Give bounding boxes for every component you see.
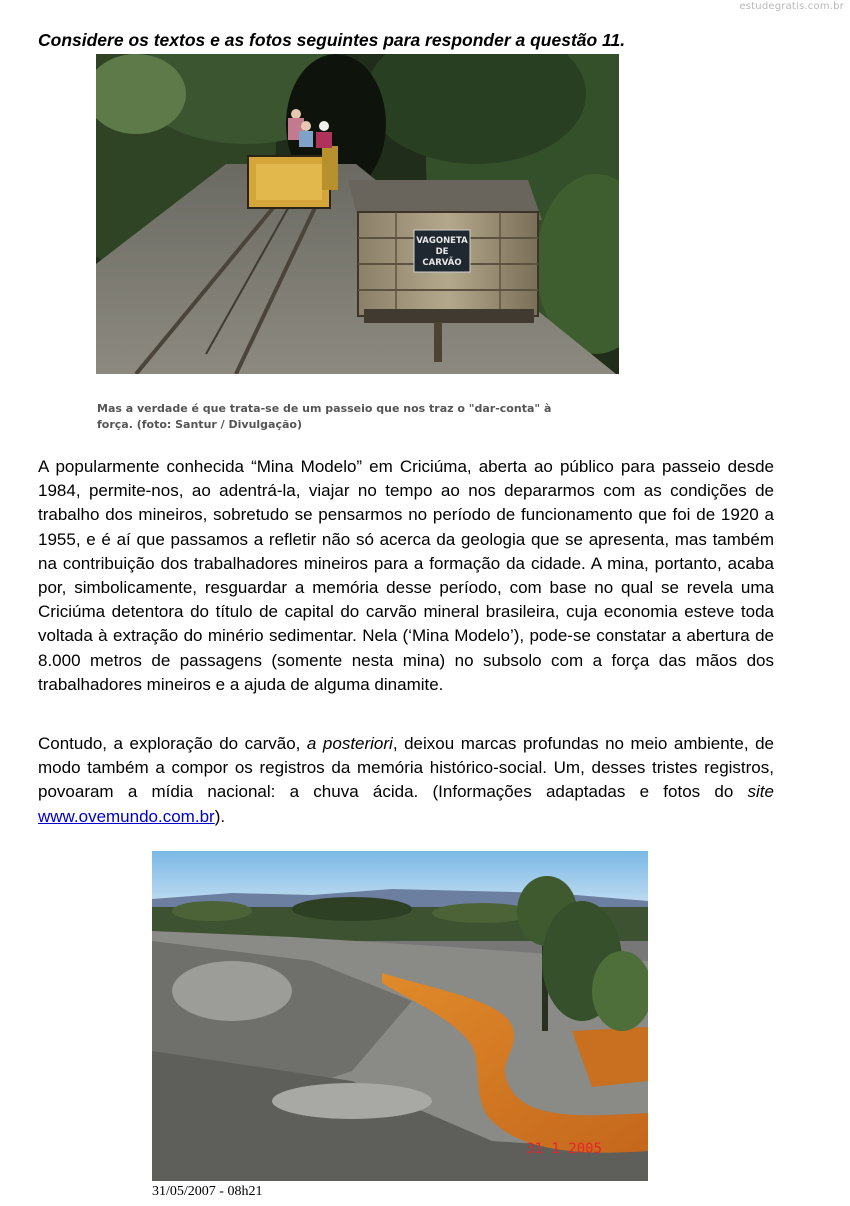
- paragraph-acid-rain: [38, 732, 774, 829]
- wagon-sign-line3: CARVÃO: [422, 258, 462, 268]
- ovemundo-link[interactable]: www.ovemundo.com.br: [38, 806, 215, 826]
- caption-line-2: força. (foto: Santur / Divulgação): [97, 418, 302, 431]
- wagon-sign-line2: DE: [435, 247, 449, 257]
- paragraph-mina-modelo: A popularmente conhecida “Mina Modelo” em Criciúma, aberta ao público para passeio desde 1984, permite-nos, ao adentrá-la, viajar no tempo ao nos depararmos com as condições de trabalho dos mineiros, sobretudo se pensarmos no período de funcionamento que foi de 1920 a 1955, e é aí que passamos a refletir não só acerca da geologia que se apresenta, mas também na contribuição dos trabalhadores mineiros para a formação da cidade. A mina, portanto, acaba por, simbolicamente, resguardar a memória desse período, com base no qual se revela uma Criciúma detentora do título de capital do carvão mineral brasileira, cuja economia esteve toda voltada à extração do minério sedimentar. Nela (‘Mina Modelo’), pode-se constatar a abertura de 8.000 metros de passagens (somente nesta mina) no subsolo com a força das mãos dos trabalhadores mineiros e a ajuda de alguma dinamite.: [38, 457, 774, 694]
- paragraph2-italic-a-posteriori: a posteriori: [306, 734, 393, 753]
- site-watermark: estudegratis.com.br: [739, 1, 844, 12]
- photo-caption: [97, 401, 597, 433]
- photo-timestamp: 31/05/2007 - 08h21: [152, 1184, 263, 1199]
- camera-date-stamp: 31 1 2005: [526, 1141, 602, 1157]
- paragraph2-text-4: ).: [214, 806, 226, 826]
- mine-train-photo: [96, 54, 619, 374]
- caption-line-1: Mas a verdade é que trata-se de um passeio que nos traz o "dar-conta" à: [97, 402, 552, 415]
- acid-drainage-photo: [152, 851, 648, 1181]
- paragraph2-text-2: , deixou marcas profundas no meio ambiente, de modo também a compor os registros da memória histórico-social. Um, desses tristes registros, povoaram a mídia nacional: a chuva ácida. (Informações adaptadas e fotos do: [38, 734, 775, 802]
- question-heading: Considere os textos e as fotos seguintes para responder a questão 11.: [38, 30, 626, 50]
- paragraph2-text-1: Contudo, a exploração do carvão,: [38, 734, 307, 753]
- paragraph2-italic-site: site: [747, 782, 774, 802]
- wagon-sign-line1: VAGONETA: [416, 236, 468, 246]
